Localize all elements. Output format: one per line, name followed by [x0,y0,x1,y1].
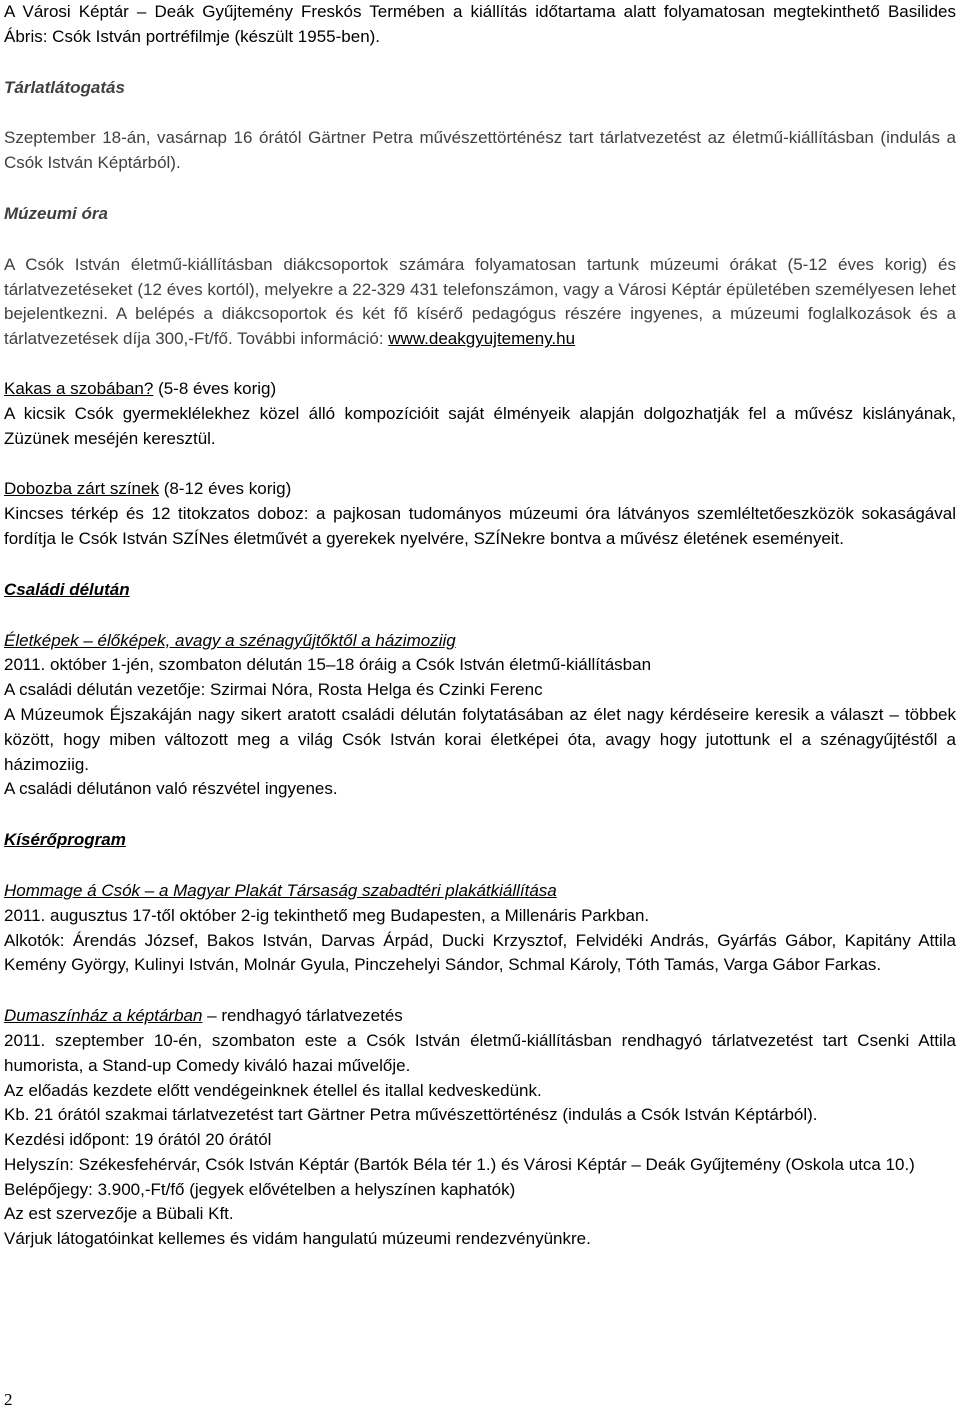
dumaszinhaz-line-venue: Helyszín: Székesfehérvár, Csók István Képtár (Bartók Béla tér 1.) és Városi Képtár – Deák Gyűjtemény (Oskola utca 10.) [4,1154,915,1174]
hommage-line-artists: Alkotók: Árendás József, Bakos István, Darvas Árpád, Ducki Krzysztof, Felvidéki András, Gyárfás Gábor, Kapitány Attila Kemény György, Kulinyi István, Molnár Gyula, Pinczehelyi Sándor, Schmal Károly, Tóth Tamás, Varga Gábor Farkas. [4,930,956,975]
hommage-line-date: 2011. augusztus 17-től október 2-ig tekinthető meg Budapesten, a Millenáris Parkban. [4,905,650,925]
dumaszinhaz-line-organizer: Az est szervezője a Bübali Kft. [4,1204,234,1224]
tarlatlatogatas-text: Szeptember 18-án, vasárnap 16 órától Gärtner Petra művészettörténész tart tárlatvezetést az életmű-kiállításban (indulás a Csók István Képtárból). [4,128,956,173]
document-page [4,0,956,1252]
kakas-text: A kicsik Csók gyermeklélekhez közel álló kompozícióit saját élményeik alapján dolgozhatják fel a művész kislányának, Züzünek meséjén keresztül. [4,403,956,448]
csaladi-line-free: A családi délutánon való részvétel ingyenes. [4,779,338,799]
dobozba-text: Kincses térkép és 12 titokzatos doboz: a pajkosan tudományos múzeumi óra látványos szemléltetőeszközök sokaságával fordítja le Csók István SZÍNes életművét a gyerekek nyelvére, SZÍNekre bontva a művész életének eseményeit. [4,504,956,548]
hommage-title: Hommage á Csók – a Magyar Plakát Társaság szabadtéri plakátkiállítása [4,880,557,900]
dobozba-age: (8-12 éves korig) [158,479,292,499]
csaladi-delutan-heading: Családi délután [4,579,130,599]
website-link[interactable]: www.deakgyujtemeny.hu [388,329,576,349]
dobozba-title: Dobozba zárt színek [4,479,159,499]
muzeumi-ora-body: A Csók István életmű-kiállításban diákcsoportok számára folyamatosan tartunk múzeumi órákat (5-12 éves korig) és tárlatvezetéseket (12 éves kortól), melyekre a 22-329 431 telefonszámon, vagy a Városi Képtár épületében személyesen lehet bejelentkezni. A belépés a diákcsoportok és két fő kísérő pedagógus részére ingyenes, a múzeumi foglalkozások és a tárlatvezetések díja 300,-Ft/fő. További információ: [4,254,956,349]
kakas-title: Kakas a szobában? [4,378,154,398]
page-number: 2 [4,1390,13,1409]
dumaszinhaz-line-closing: Várjuk látogatóinkat kellemes és vidám hangulatú múzeumi rendezvényünkre. [4,1229,591,1249]
dumaszinhaz-line-food: Az előadás kezdete előtt vendégeinknek étellel és itallal kedveskedünk. [4,1080,542,1100]
kakas-age: (5-8 éves korig) [153,378,277,398]
dobozba-title-line [4,477,956,502]
eletkepek-title: Életképek – élőképek, avagy a szénagyűjtőktől a házimoziig [4,630,456,650]
dumaszinhaz-line-ticket: Belépőjegy: 3.900,-Ft/fő (jegyek elővételben a helyszínen kaphatók) [4,1179,516,1199]
tarlatlatogatas-heading: Tárlatlátogatás [4,77,125,97]
csaladi-line-leader: A családi délután vezetője: Szirmai Nóra, Rosta Helga és Czinki Ferenc [4,680,543,700]
muzeumi-ora-text [4,253,956,352]
dumaszinhaz-title-line [4,1004,956,1029]
kiseroprogram-heading: Kísérőprogram [4,830,126,850]
dumaszinhaz-subtitle: – rendhagyó tárlatvezetés [202,1006,403,1026]
muzeumi-ora-heading: Múzeumi óra [4,203,108,223]
dumaszinhaz-line-guide: Kb. 21 órától szakmai tárlatvezetést tart Gärtner Petra művészettörténész (indulás a Csók István Képtárból). [4,1105,818,1125]
intro-paragraph: A Városi Képtár – Deák Gyűjtemény Freskós Termében a kiállítás időtartama alatt folyamatosan megtekinthető Basilides Ábris: Csók István portréfilmje (készült 1955-ben). [4,2,956,46]
csaladi-line-date: 2011. október 1-jén, szombaton délután 15–18 óráig a Csók István életmű-kiállításban [4,655,652,675]
csaladi-line-description: A Múzeumok Éjszakáján nagy sikert aratott családi délután folytatásában az élet nagy kérdéseire keresik a választ – többek között, hogy miben változott meg a világ Csók István korai életképei óta, avagy hogy jutottunk el a szénagyűjtéstől a házimoziig. [4,704,956,774]
dumaszinhaz-line-date: 2011. szeptember 10-én, szombaton este a Csók István életmű-kiállításban rendhagyó tárlatvezetést tart Csenki Attila humorista, a Stand-up Comedy kiváló hazai művelője. [4,1030,956,1075]
kakas-title-line [4,377,956,402]
dumaszinhaz-line-start: Kezdési időpont: 19 órától 20 órától [4,1130,272,1150]
dumaszinhaz-title: Dumaszínház a képtárban [4,1006,203,1026]
